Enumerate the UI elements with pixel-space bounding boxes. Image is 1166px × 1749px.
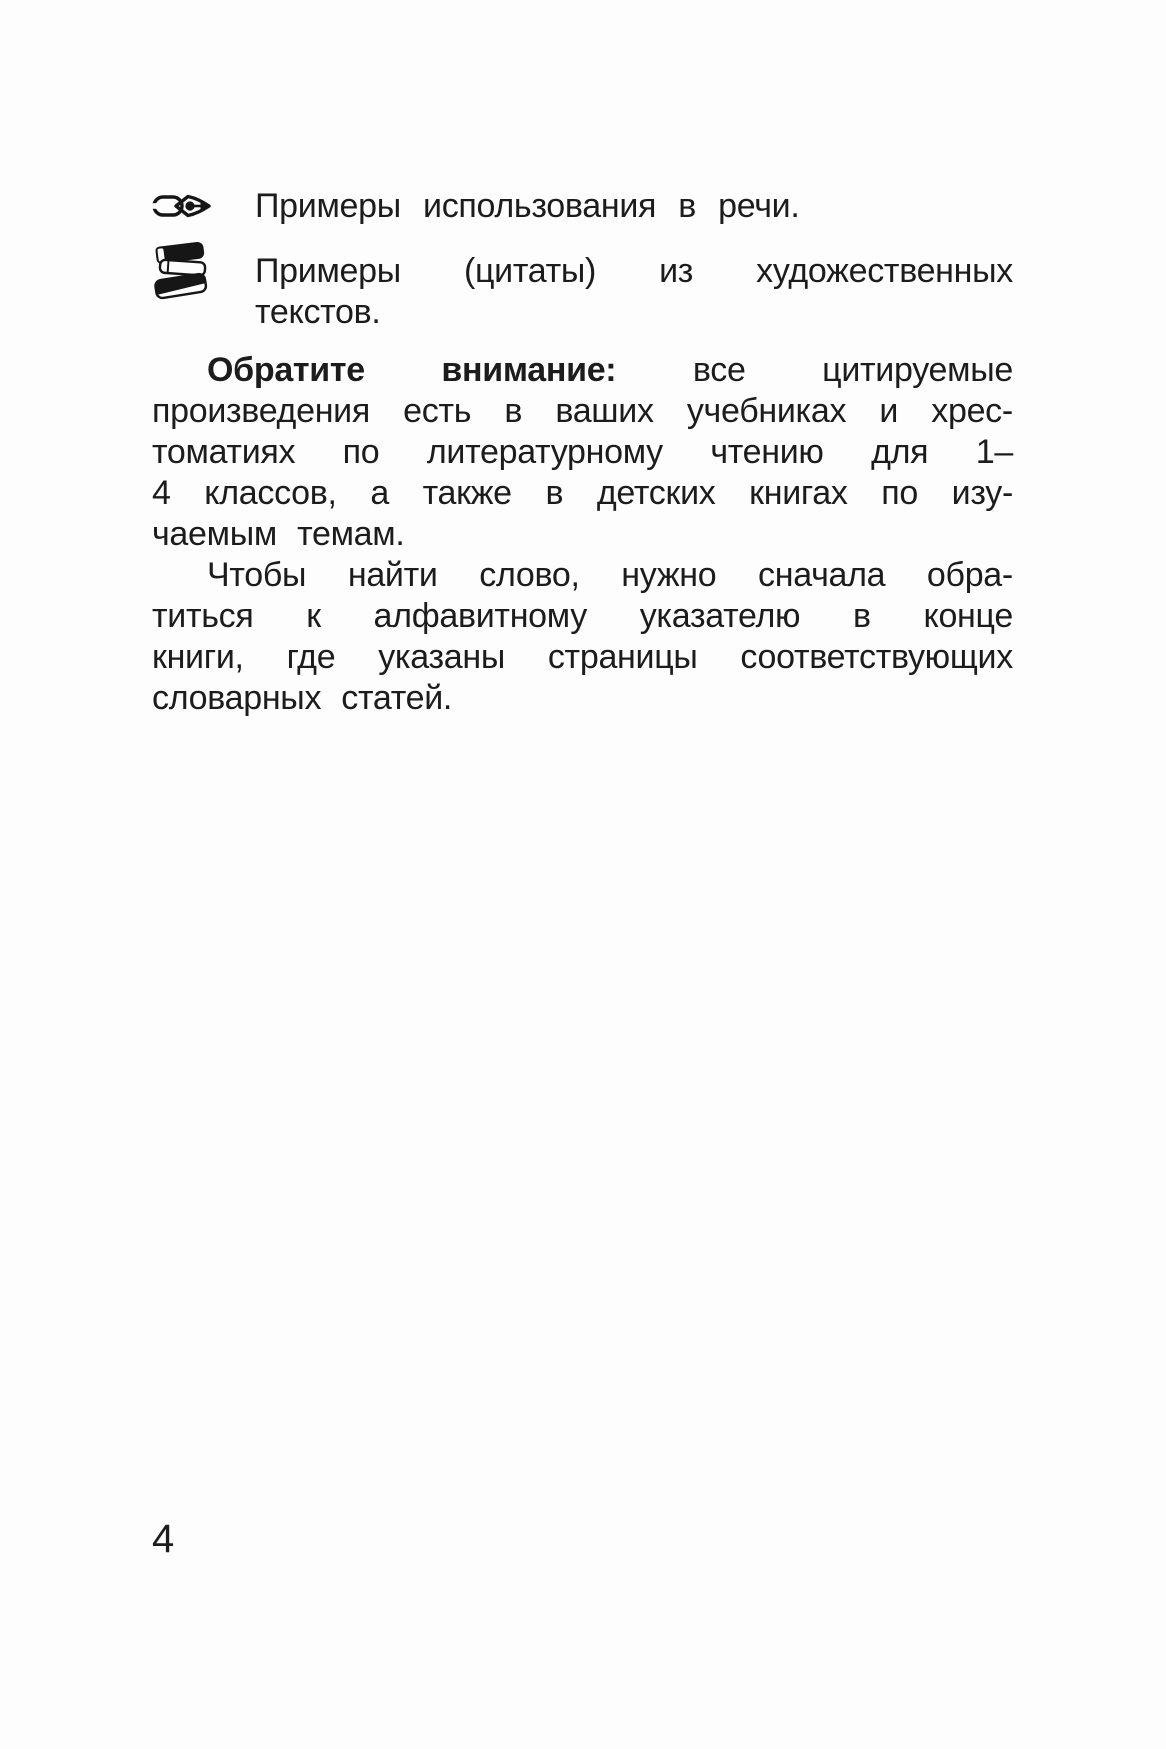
word: произведения — [152, 392, 370, 430]
word: классов, — [204, 474, 337, 512]
find-word-line-2 — [152, 596, 1013, 637]
books-stack-icon — [148, 241, 214, 307]
word: указаны — [378, 638, 505, 676]
word: 1– — [975, 433, 1013, 471]
pen-nib-icon — [150, 188, 214, 224]
body-text — [152, 350, 1013, 719]
word: внимание: — [441, 351, 617, 389]
word: все — [692, 351, 746, 389]
find-word-line-3 — [152, 637, 1013, 678]
legend-quotes-line-1 — [255, 251, 1013, 292]
attention-line-4 — [152, 473, 1013, 514]
word: хрес- — [931, 392, 1013, 430]
word: конце — [923, 597, 1013, 635]
word: изу- — [951, 474, 1013, 512]
word: цитируемые — [822, 351, 1013, 389]
word: (цитаты) — [463, 252, 597, 290]
word: также — [422, 474, 512, 512]
attention-line-2 — [152, 391, 1013, 432]
attention-line-1 — [152, 350, 1013, 391]
word: Обратите — [207, 351, 365, 389]
word: художественных — [756, 252, 1013, 290]
word: нужно — [621, 556, 717, 594]
word: детских — [596, 474, 716, 512]
word: в — [504, 392, 523, 430]
word: найти — [347, 556, 438, 594]
word: к — [306, 597, 321, 635]
word: по — [342, 433, 380, 471]
legend-speech-text: Примеры использования в речи. — [255, 187, 800, 225]
word: для — [871, 433, 929, 471]
legend-quotes-text — [255, 251, 1013, 333]
word: по — [881, 474, 918, 512]
word: указателю — [639, 597, 801, 635]
word: титься — [152, 597, 254, 635]
word: томатиях — [152, 433, 296, 471]
find-word-line-4: словарных статей. — [152, 679, 453, 717]
word: Чтобы — [207, 556, 307, 594]
word: сначала — [758, 556, 886, 594]
word: в — [545, 474, 564, 512]
attention-line-5: чаемым темам. — [152, 515, 405, 553]
find-word-line-1 — [152, 555, 1013, 596]
attention-line-3 — [152, 432, 1013, 473]
word: а — [370, 474, 389, 512]
word: в — [852, 597, 871, 635]
word: ваших — [555, 392, 654, 430]
legend-quotes-line-2: текстов. — [255, 293, 381, 331]
word: есть — [403, 392, 472, 430]
word: Примеры — [255, 252, 401, 290]
word: книги, — [152, 638, 244, 676]
word: обра- — [926, 556, 1013, 594]
word: где — [286, 638, 336, 676]
word: из — [659, 252, 694, 290]
word: алфавитному — [373, 597, 587, 635]
word: слово, — [479, 556, 580, 594]
word: и — [879, 392, 899, 430]
word: соответствующих — [740, 638, 1013, 676]
word: литературному — [426, 433, 663, 471]
word: чтению — [710, 433, 824, 471]
word: страницы — [547, 638, 698, 676]
page-number: 4 — [152, 1517, 175, 1561]
word: учебниках — [686, 392, 847, 430]
word: книгах — [749, 474, 848, 512]
word: 4 — [152, 474, 171, 512]
